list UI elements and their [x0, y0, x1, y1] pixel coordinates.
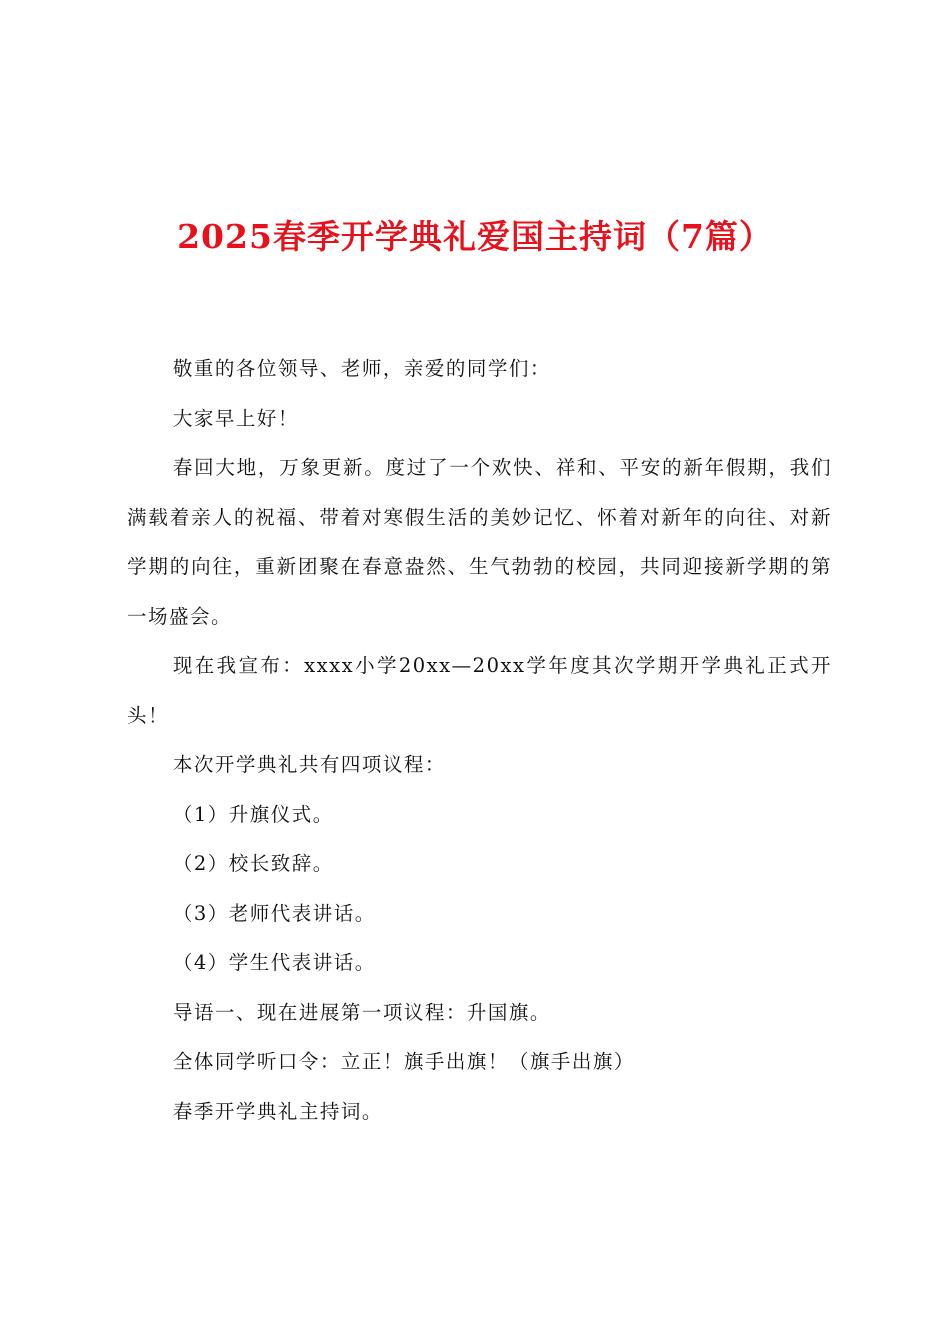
paragraph-command: 全体同学听口令：立正！旗手出旗！（旗手出旗）: [172, 1050, 635, 1073]
agenda-item-2: （2）校长致辞。: [172, 852, 334, 875]
agenda-item-3: （3）老师代表讲话。: [172, 901, 376, 925]
paragraph-good-morning: 大家早上好！: [172, 406, 299, 430]
paragraph-agenda-intro: 本次开学典礼共有四项议程：: [172, 753, 446, 776]
document-body: [127, 344, 832, 1136]
agenda-item-1: （1）升旗仪式。: [172, 802, 334, 826]
document-title: 2025春季开学典礼爱国主持词（7篇）: [177, 217, 773, 256]
paragraph-greeting: 敬重的各位领导、老师，亲爱的同学们：: [172, 357, 551, 380]
paragraph-lead-one: 导语一、现在进展第一项议程：升国旗。: [172, 1000, 551, 1024]
paragraph-closing: 春季开学典礼主持词。: [172, 1099, 383, 1123]
agenda-item-4: （4）学生代表讲话。: [172, 951, 376, 974]
paragraph-announcement: 现在我宣布：xxxx小学20xx—20xx学年度其次学期开学典礼正式开头！: [127, 654, 832, 727]
paragraph-spring-intro: 春回大地，万象更新。度过了一个欢快、祥和、平安的新年假期，我们满载着亲人的祝福、带着对寒假生活的美妙记忆、怀着对新年的向往、对新学期的向往，重新团聚在春意盎然、生气勃勃的校园，共同迎接新学期的第一场盛会。: [127, 456, 832, 628]
